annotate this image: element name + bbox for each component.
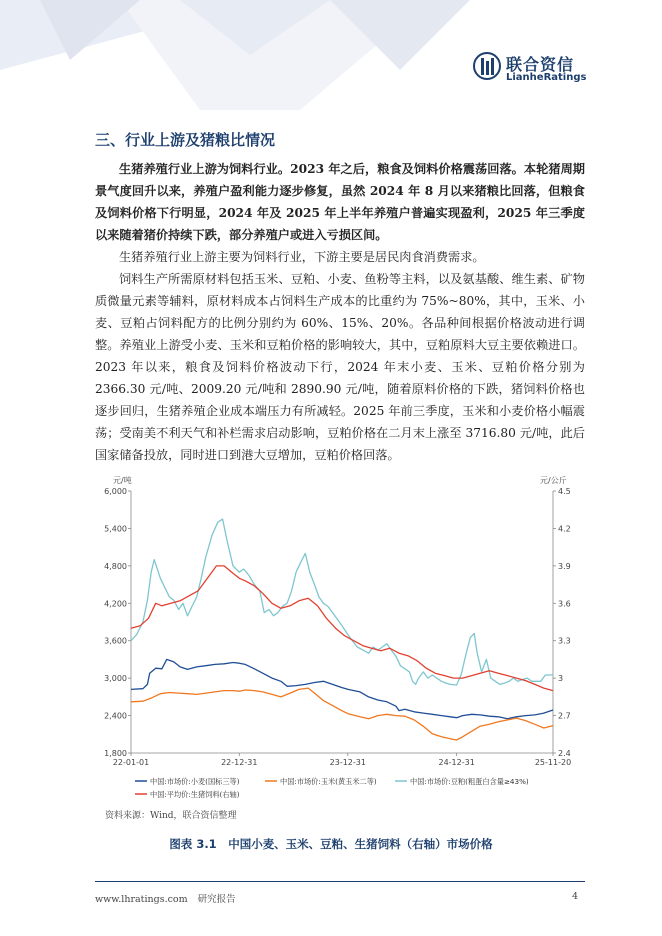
footer-divider — [95, 881, 585, 882]
y-left-tick-label: 1,800 — [104, 749, 127, 758]
figure-source: 资料来源：Wind，联合资信整理 — [105, 811, 237, 821]
series-line-1 — [131, 688, 553, 740]
footer-url[interactable]: www.lhratings.com — [95, 894, 188, 905]
section-title: 三、行业上游及猪粮比情况 — [95, 131, 276, 149]
x-tick-label: 22-12-31 — [221, 758, 258, 767]
legend-label: 中国:市场价:玉米(黄玉米二等) — [280, 777, 377, 786]
y-left-tick-label: 4,200 — [104, 599, 127, 609]
brand-logo — [473, 50, 593, 90]
y-right-tick-label: 3 — [558, 674, 564, 684]
logo-mark-icon — [473, 50, 501, 82]
x-tick-label: 22-01-01 — [112, 758, 150, 767]
y-right-tick-label: 4.5 — [558, 487, 571, 496]
x-tick-label: 25-11-20 — [534, 758, 572, 767]
y-left-tick-label: 3,000 — [104, 674, 127, 684]
y-right-unit-label: 元/公斤 — [540, 476, 567, 485]
y-left-tick-label: 4,800 — [104, 561, 127, 571]
y-left-tick-label: 5,400 — [104, 524, 127, 534]
intro-paragraph: 生猪养殖行业上游主要为饲料行业，下游主要是居民肉食消费需求。 — [119, 250, 485, 264]
y-right-tick-label: 2.7 — [558, 711, 571, 721]
footer-left — [95, 891, 236, 905]
detail-paragraph: 饲料生产所需原材料包括玉米、豆粕、小麦、鱼粉等主料，以及氨基酸、维生素、矿物质微量元素等辅料，原材料成本占饲料生产成本的比重约为 75%~80%，其中，玉米、小麦、豆粕占饲料配方的比例分别约为 60%、15%、20%。各品种间根据价格波动进行调整。养殖业上游受小麦、玉米和豆粕价格的影响较大，其中，豆粕原料大豆主要依赖进口。2023 年以来，粮食及饲料价格波动下行，2024 年末小麦、玉米、豆粕价格分别为 2366.30 元/吨、2009.20 元/吨和 2890.90 元/吨，随着原料价格的下跌，猪饲料价格也逐步回归，生猪养殖企业成本端压力有所减轻。2025 年前三季度，玉米和小麦价格小幅震荡；受南美不利天气和补栏需求启动影响，豆粕价格在二月末上涨至 3716.80 元/吨，此后国家储备投放，同时进口到港大豆增加，豆粕价格回落。 — [95, 272, 585, 462]
x-tick-label: 23-12-31 — [329, 758, 366, 767]
legend-label: 中国:市场价:小麦(国标三等) — [150, 777, 240, 786]
page-number: 4 — [572, 891, 579, 902]
y-right-tick-label: 3.9 — [558, 561, 571, 571]
footer-label: 研究报告 — [197, 894, 236, 905]
y-right-tick-label: 2.4 — [558, 749, 571, 758]
y-right-tick-label: 4.2 — [558, 524, 571, 534]
y-left-tick-label: 3,600 — [104, 636, 127, 646]
y-left-tick-label: 6,000 — [104, 487, 127, 496]
figure-caption: 图表 3.1 中国小麦、玉米、豆粕、生猪饲料（右轴）市场价格 — [169, 837, 493, 851]
y-left-tick-label: 2,400 — [104, 711, 127, 721]
series-line-0 — [131, 659, 553, 718]
series-line-2 — [131, 519, 553, 685]
summary-paragraph: 生猪养殖行业上游为饲料行业。2023 年之后，粮食及饲料价格震荡回落。本轮猪周期景气度回升以来，养殖户盈利能力逐步修复，虽然 2024 年 8 月以来猪粮比回落，但粮食及饲料价格下行明显，2024 年及 2025 年上半年养殖户普遍实现盈利，2025 年三季度以来随着猪价持续下跌，部分养殖户或进入亏损区间。 — [95, 162, 585, 242]
y-right-tick-label: 3.3 — [558, 636, 571, 646]
brand-name-cn: 联合资信 — [506, 55, 575, 74]
legend-label: 中国:市场价:豆粕(粗蛋白含量≥43%) — [410, 777, 529, 786]
y-left-unit-label: 元/吨 — [113, 476, 132, 485]
y-right-tick-label: 3.6 — [558, 599, 571, 609]
price-line-chart — [95, 473, 585, 813]
x-tick-label: 24-12-31 — [438, 758, 475, 767]
legend-label: 中国:平均价:生猪饲料(右轴) — [150, 790, 240, 799]
brand-name-en: LianheRatings — [506, 72, 587, 83]
